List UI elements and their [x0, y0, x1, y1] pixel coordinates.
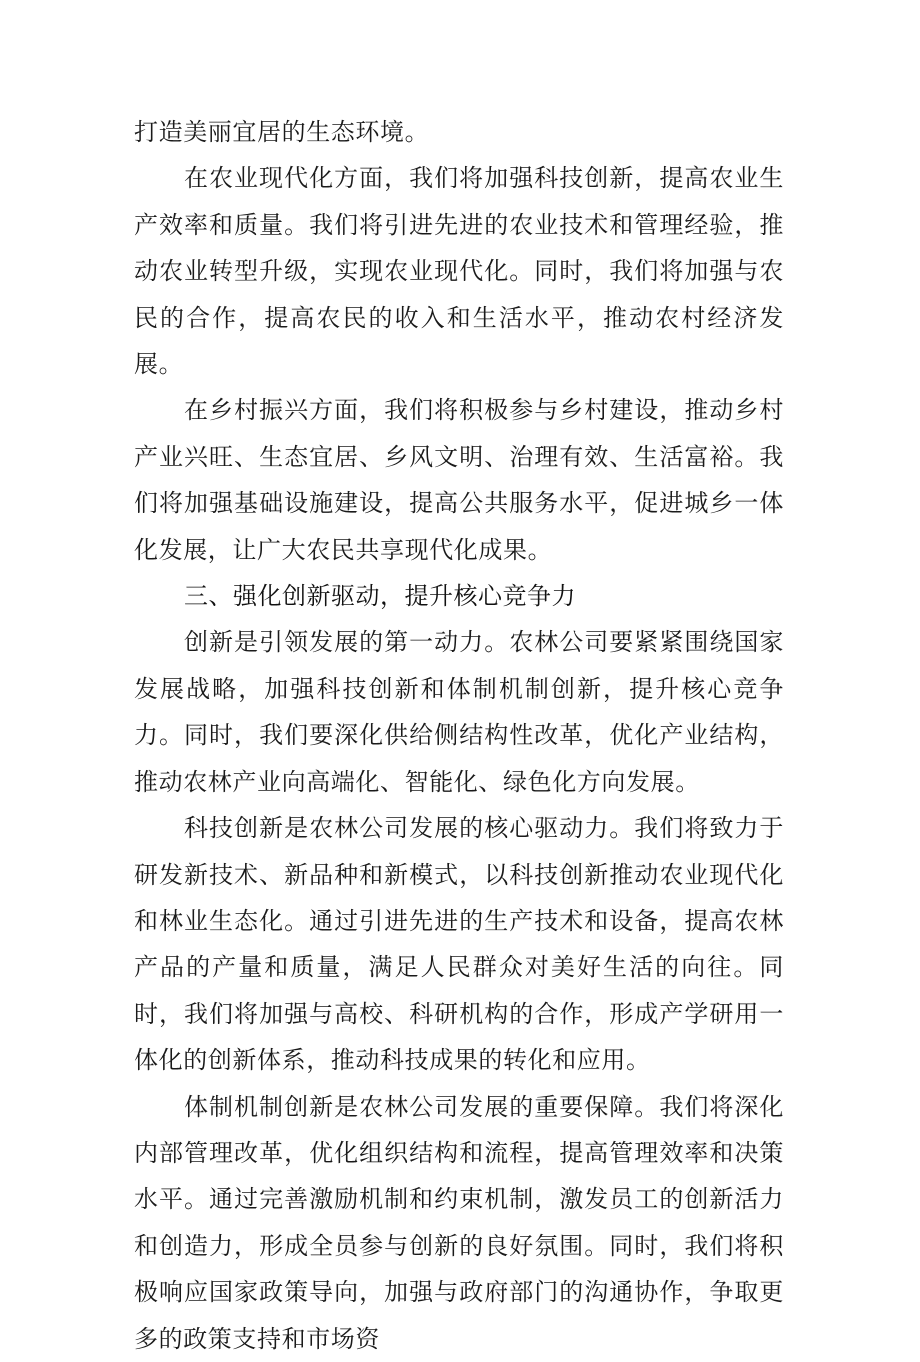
document-body — [134, 109, 784, 1362]
section-heading: 三、强化创新驱动，提升核心竞争力 — [184, 582, 576, 611]
paragraph-technology-innovation: 科技创新是农林公司发展的核心驱动力。我们将致力于研发新技术、新品种和新模式，以科技创新推动农业现代化和林业生态化。通过引进先进的生产技术和设备，提高农林产品的产量和质量，满足人民群众对美好生活的向往。同时，我们将加强与高校、科研机构的合作，形成产学研用一体化的创新体系，推动科技成果的转化和应用。 — [134, 814, 784, 1075]
paragraph-institutional-innovation: 体制机制创新是农林公司发展的重要保障。我们将深化内部管理改革，优化组织结构和流程，提高管理效率和决策水平。通过完善激励机制和约束机制，激发员工的创新活力和创造力，形成全员参与创新的良好氛围。同时，我们将积极响应国家政策导向，加强与政府部门的沟通协作，争取更多的政策支持和市场资 — [134, 1092, 784, 1353]
paragraph-rural-revitalization: 在乡村振兴方面，我们将积极参与乡村建设，推动乡村产业兴旺、生态宜居、乡风文明、治理有效、生活富裕。我们将加强基础设施建设，提高公共服务水平，促进城乡一体化发展，让广大农民共享现代化成果。 — [134, 396, 784, 564]
paragraph-innovation-driver: 创新是引领发展的第一动力。农林公司要紧紧围绕国家发展战略，加强科技创新和体制机制创新，提升核心竞争力。同时，我们要深化供给侧结构性改革，优化产业结构，推动农林产业向高端化、智能化、绿色化方向发展。 — [134, 628, 784, 796]
paragraph-agricultural-modernization: 在农业现代化方面，我们将加强科技创新，提高农业生产效率和质量。我们将引进先进的农业技术和管理经验，推动农业转型升级，实现农业现代化。同时，我们将加强与农民的合作，提高农民的收入和生活水平，推动农村经济发展。 — [134, 164, 784, 379]
paragraph-continuation: 打造美丽宜居的生态环境。 — [134, 118, 430, 146]
